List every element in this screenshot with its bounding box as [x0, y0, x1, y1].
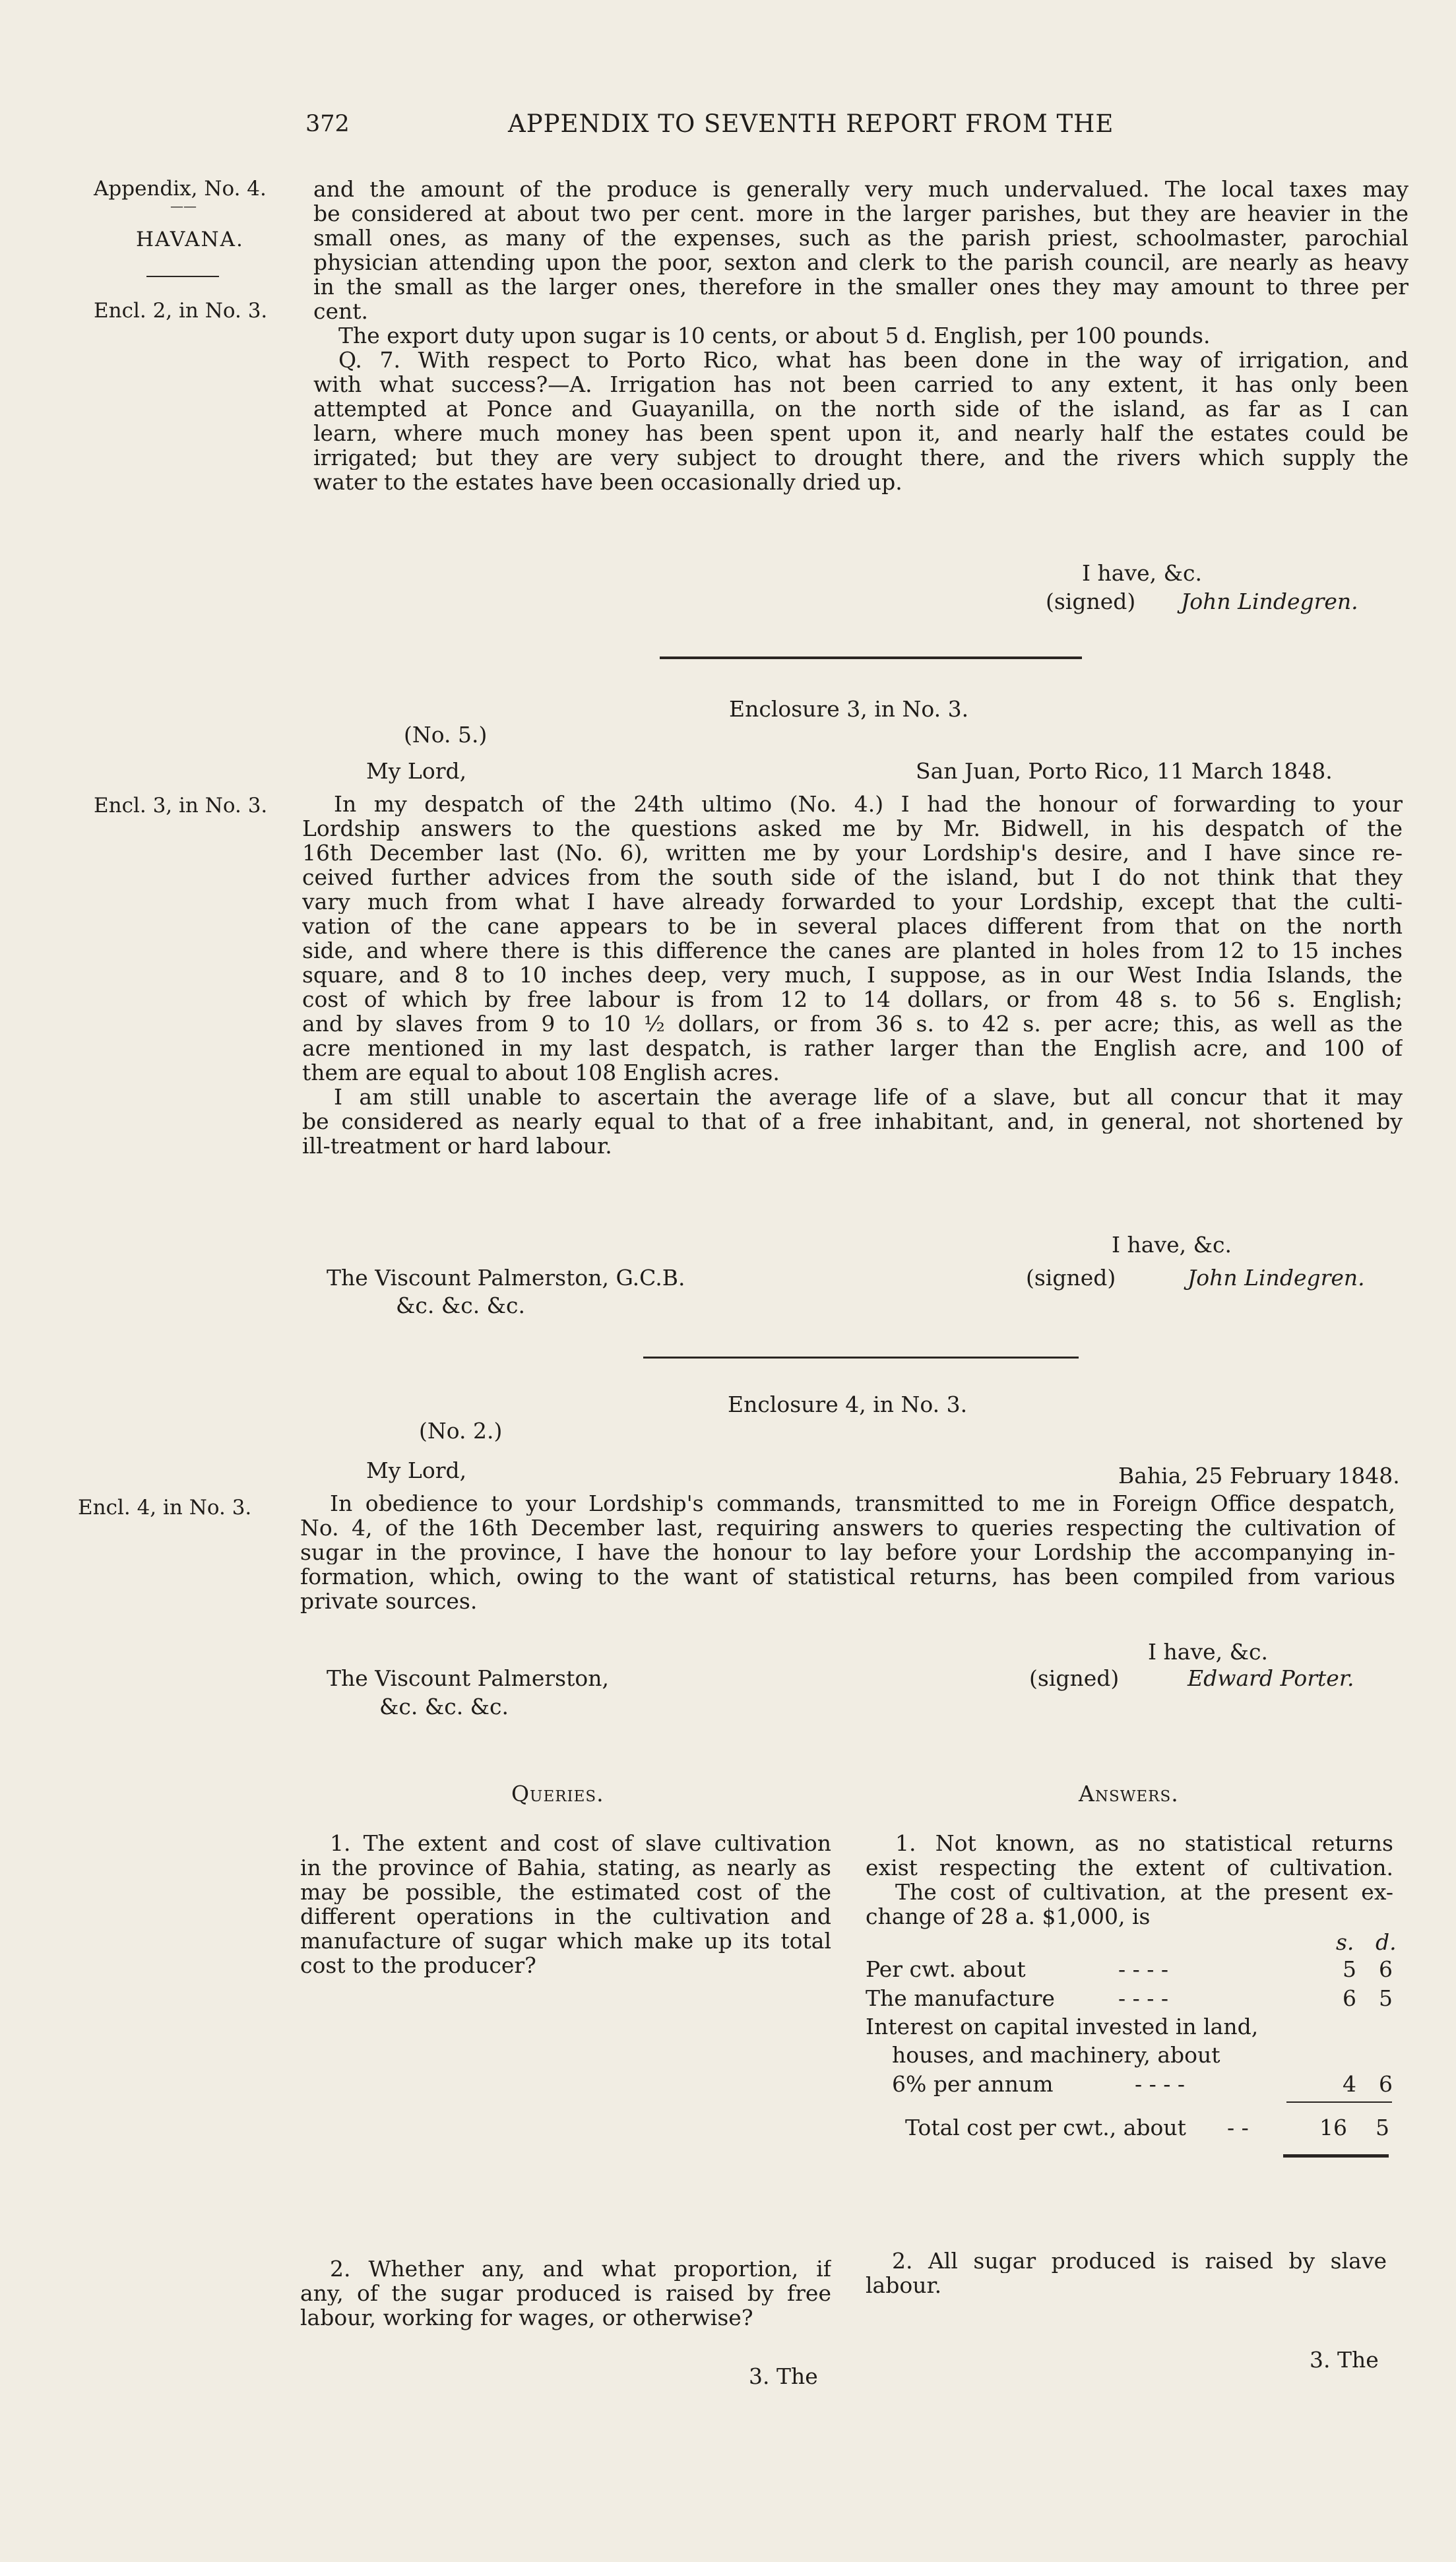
- letter-number: (No. 2.): [419, 1418, 503, 1444]
- closing: I have, &c.: [1112, 1232, 1232, 1258]
- text-line: In obedience to your Lordship's commands, transmitted to me in Foreign Office despatch,: [330, 1491, 1395, 1516]
- margin-note-encl4: Encl. 4, in No. 3.: [78, 1496, 252, 1520]
- margin-note-encl2: Encl. 2, in No. 3.: [94, 299, 268, 323]
- text-line: cost to the producer?: [300, 1952, 536, 1978]
- text-line: manufacture of sugar which make up its total: [300, 1929, 831, 1953]
- text-line: attempted at Ponce and Guayanilla, on the north side of the island, as far as I can: [313, 397, 1409, 421]
- cost-pence: 6: [1379, 2071, 1393, 2097]
- text-line: sugar in the province, I have the honour to lay before your Lordship the accompanying in-: [300, 1540, 1395, 1564]
- text-line: labour.: [866, 2272, 942, 2298]
- text-line: private sources.: [300, 1588, 478, 1614]
- cost-shillings: 4: [1343, 2071, 1356, 2097]
- signed-label: (signed): [1029, 1665, 1120, 1691]
- text-line: vary much from what I have already forwarded to your Lordship, except that the culti-: [302, 889, 1403, 914]
- margin-note-appendix: Appendix, No. 4.: [94, 177, 267, 201]
- place-date: San Juan, Porto Rico, 11 March 1848.: [916, 758, 1333, 784]
- cost-pence: 5: [1379, 1985, 1393, 2011]
- text-line: Q. 7. With respect to Porto Rico, what has been done in the way of irrigation, and: [338, 348, 1409, 372]
- answer-2: [866, 2249, 1387, 2297]
- text-line: Lordship answers to the questions asked me by Mr. Bidwell, in his despatch of the: [302, 816, 1403, 841]
- text-line: cost of which by free labour is from 12 to 14 dollars, or from 48 s. to 56 s. English;: [302, 987, 1403, 1011]
- text-line: with what success?—A. Irrigation has not been carried to any extent, it has only been: [313, 372, 1409, 397]
- closing: I have, &c.: [1148, 1639, 1268, 1665]
- text-line: 2. All sugar produced is raised by slave: [892, 2249, 1387, 2273]
- cost-label: The manufacture: [866, 1985, 1055, 2011]
- page-number: 372: [305, 111, 350, 137]
- total-pence: 5: [1376, 2115, 1389, 2140]
- text-line: exist respecting the extent of cultivation.: [866, 1855, 1393, 1880]
- place-date: Bahia, 25 February 1848.: [1118, 1463, 1400, 1489]
- cost-label: 6% per annum: [892, 2071, 1054, 2097]
- total-rule: [1283, 2154, 1389, 2158]
- enclosure-heading: Enclosure 4, in No. 3.: [728, 1392, 968, 1417]
- text-line: ill-treatment or hard labour.: [302, 1133, 612, 1159]
- text-line: change of 28 a. $1,000, is: [866, 1904, 1151, 1929]
- addressee-etc: &c. &c. &c.: [396, 1293, 526, 1318]
- margin-note-havana: HAVANA.: [136, 228, 244, 251]
- catchword-answer: 3. The: [1310, 2347, 1379, 2373]
- signer-name: John Lindegren.: [1181, 589, 1358, 614]
- cost-dots: - - - -: [1118, 1985, 1169, 2011]
- export-line: The export duty upon sugar is 10 cents, or about 5 d. English, per 100 pounds.: [338, 323, 1211, 348]
- enclosure-heading: Enclosure 3, in No. 3.: [729, 696, 969, 722]
- text-line: acre mentioned in my last despatch, is rather larger than the English acre, and 100 of: [302, 1036, 1403, 1060]
- addressee: The Viscount Palmerston, G.C.B.: [327, 1265, 685, 1291]
- section-rule: [643, 1357, 1079, 1359]
- margin-rule: [146, 276, 219, 277]
- text-line: in the small as the larger ones, therefore in the smaller ones they may amount to three per: [313, 274, 1409, 299]
- query-1: [300, 1831, 831, 1977]
- text-line: different operations in the cultivation and: [300, 1904, 831, 1929]
- closing: I have, &c.: [1082, 560, 1202, 586]
- cost-label: Per cwt. about: [866, 1956, 1026, 1982]
- signed-label: (signed): [1026, 1265, 1116, 1291]
- catchword-query: 3. The: [749, 2363, 818, 2389]
- text-line: irrigated; but they are very subject to drought there, and the rivers which supply the: [313, 445, 1409, 470]
- letter-number: (No. 5.): [404, 722, 488, 748]
- text-line: labour, working for wages, or otherwise?: [300, 2305, 753, 2330]
- text-line: be considered at about two per cent. more in the larger parishes, but they are heavier in the: [313, 201, 1409, 226]
- query-2: [300, 2257, 831, 2330]
- enc3-text: [302, 792, 1403, 1158]
- part1-text: [313, 177, 1409, 494]
- text-line: and by slaves from 9 to 10 ½ dollars, or from 36 s. to 42 s. per acre; this, as well as the: [302, 1011, 1403, 1036]
- text-line: 1. The extent and cost of slave cultivation: [330, 1831, 831, 1855]
- text-line: side, and where there is this difference the canes are planted in holes from 12 to 15 inches: [302, 938, 1403, 963]
- cost-dots: - - - -: [1118, 1956, 1169, 1982]
- cost-pence: 6: [1379, 1956, 1393, 1982]
- text-line: 16th December last (No. 6), written me by your Lordship's desire, and I have since re-: [302, 841, 1403, 865]
- cost-label: houses, and machinery, about: [892, 2042, 1220, 2068]
- cost-label: Interest on capital invested in land,: [866, 2014, 1259, 2039]
- margin-note-encl3: Encl. 3, in No. 3.: [94, 794, 268, 817]
- enc4-text: [300, 1491, 1395, 1613]
- cost-dots: - - - -: [1135, 2071, 1186, 2097]
- text-line: I am still unable to ascertain the average life of a slave, but all concur that it may: [334, 1085, 1403, 1109]
- addressee-etc: &c. &c. &c.: [379, 1694, 509, 1719]
- signer-name: John Lindegren.: [1187, 1265, 1365, 1291]
- text-line: 1. Not known, as no statistical returns: [895, 1831, 1393, 1855]
- salutation: My Lord,: [366, 1457, 467, 1483]
- text-line: and the amount of the produce is generally very much undervalued. The local taxes may: [313, 177, 1409, 201]
- text-line: small ones, as many of the expenses, such as the parish priest, schoolmaster, parochial: [313, 226, 1409, 250]
- text-line: be considered as nearly equal to that of a free inhabitant, and, in general, not shortened by: [302, 1109, 1403, 1134]
- sum-rule: [1286, 2101, 1392, 2103]
- total-shillings: 16: [1319, 2115, 1347, 2140]
- signer-name: Edward Porter.: [1187, 1665, 1354, 1691]
- unit-shillings: s.: [1336, 1929, 1354, 1955]
- answer-1: [866, 1831, 1393, 1929]
- queries-heading: Queries.: [511, 1781, 604, 1807]
- text-line: In my despatch of the 24th ultimo (No. 4.) I had the honour of forwarding to your: [334, 792, 1403, 816]
- cost-shillings: 6: [1343, 1985, 1356, 2011]
- text-line: ceived further advices from the south side of the island, but I do not think that they: [302, 865, 1403, 889]
- text-line: any, of the sugar produced is raised by free: [300, 2281, 831, 2305]
- text-line: in the province of Bahia, stating, as nearly as: [300, 1855, 831, 1880]
- answers-heading: Answers.: [1079, 1781, 1179, 1807]
- text-line: cent.: [313, 298, 369, 324]
- text-line: 2. Whether any, and what proportion, if: [330, 2257, 831, 2281]
- text-line: may be possible, the estimated cost of the: [300, 1880, 831, 1904]
- addressee: The Viscount Palmerston,: [327, 1665, 609, 1691]
- margin-dash: ——: [170, 198, 197, 214]
- text-line: square, and 8 to 10 inches deep, very much, I suppose, as in our West India Islands, the: [302, 963, 1403, 987]
- text-line: No. 4, of the 16th December last, requiring answers to queries respecting the cultivation of: [300, 1516, 1395, 1540]
- salutation: My Lord,: [366, 758, 467, 784]
- text-line: water to the estates have been occasionally dried up.: [313, 469, 902, 495]
- running-header: APPENDIX TO SEVENTH REPORT FROM THE: [508, 110, 1114, 138]
- text-line: vation of the cane appears to be in several places different from that on the north: [302, 914, 1403, 938]
- text-line: learn, where much money has been spent upon it, and nearly half the estates could be: [313, 421, 1409, 445]
- text-line: physician attending upon the poor, sexton and clerk to the parish council, are nearly as heavy: [313, 250, 1409, 274]
- text-line: The cost of cultivation, at the present ex-: [895, 1880, 1393, 1904]
- total-label: Total cost per cwt., about: [905, 2115, 1186, 2140]
- unit-pence: d.: [1376, 1929, 1397, 1955]
- text-line: formation, which, owing to the want of statistical returns, has been compiled from various: [300, 1564, 1395, 1589]
- signed-label: (signed): [1046, 589, 1136, 614]
- text-line: them are equal to about 108 English acres.: [302, 1060, 780, 1085]
- cost-shillings: 5: [1343, 1956, 1356, 1982]
- section-rule: [660, 657, 1082, 659]
- total-dots: - -: [1227, 2115, 1249, 2140]
